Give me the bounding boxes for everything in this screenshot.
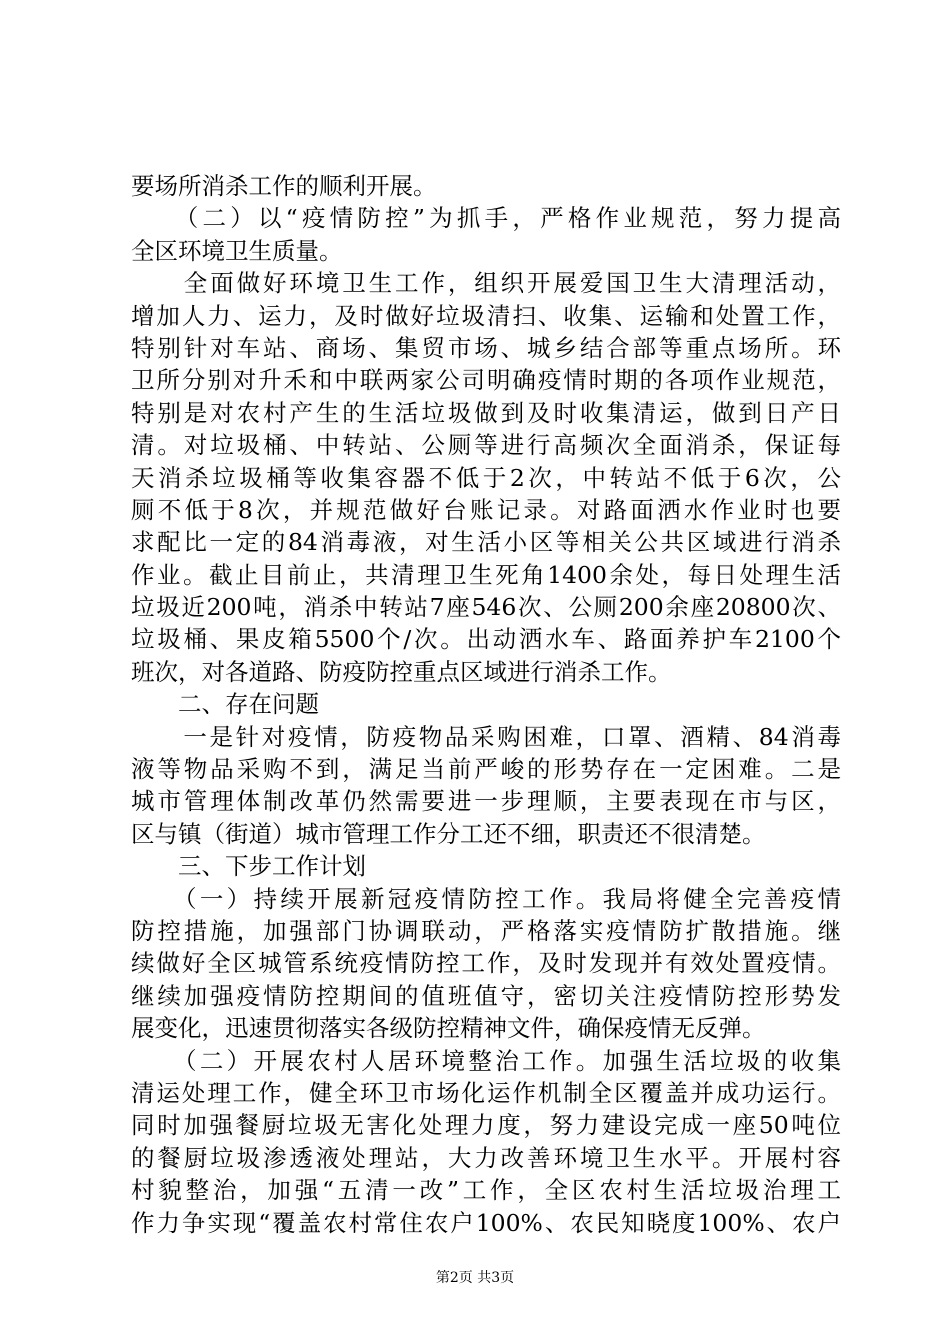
document-body [131, 170, 841, 1239]
text-line: 一是针对疫情，防疫物品采购困难，口罩、酒精、84消毒 [131, 722, 841, 751]
text-line: 全区环境卫生质量。 [131, 236, 343, 265]
text-line: 作业。截止目前止，共清理卫生死角1400余处，每日处理生活 [131, 560, 841, 589]
page-footer: 第2页 共3页 [435, 1270, 515, 1286]
text-line: 续做好全区城管系统疫情防控工作，及时发现并有效处置疫情。 [131, 949, 841, 978]
text-line: 厕不低于8次，并规范做好台账记录。对路面洒水作业时也要 [131, 495, 841, 524]
text-line: 展变化，迅速贯彻落实各级防控精神文件，确保疫情无反弹。 [131, 1014, 766, 1043]
text-line: 清运处理工作，健全环卫市场化运作机制全区覆盖并成功运行。 [131, 1078, 841, 1107]
text-line: 增加人力、运力，及时做好垃圾清扫、收集、运输和处置工作， [131, 301, 841, 330]
text-line: 特别是对农村产生的生活垃圾做到及时收集清运，做到日产日 [131, 398, 841, 427]
text-line: 三、下步工作计划 [131, 852, 366, 881]
text-line: 防控措施，加强部门协调联动，严格落实疫情防扩散措施。继 [131, 916, 841, 945]
text-line: 卫所分别对升禾和中联两家公司明确疫情时期的各项作业规范， [131, 366, 841, 395]
text-line: 天消杀垃圾桶等收集容器不低于2次，中转站不低于6次，公 [131, 463, 841, 492]
text-line: 要场所消杀工作的顺利开展。 [131, 172, 437, 200]
text-line: 同时加强餐厨垃圾无害化处理力度，努力建设完成一座50吨位 [131, 1111, 841, 1140]
text-line: 城市管理体制改革仍然需要进一步理顺，主要表现在市与区， [131, 787, 841, 816]
text-line: 全面做好环境卫生工作，组织开展爱国卫生大清理活动， [131, 269, 841, 298]
text-line: 垃圾近200吨，消杀中转站7座546次、公厕200余座20800次、 [131, 593, 841, 622]
text-line: 作力争实现“覆盖农村常住农户100%、农民知晓度100%、农户 [131, 1208, 841, 1237]
text-line: 液等物品采购不到，满足当前严峻的形势存在一定困难。二是 [131, 755, 841, 784]
text-line: 清。对垃圾桶、中转站、公厕等进行高频次全面消杀，保证每 [131, 431, 841, 460]
text-line: （一）持续开展新冠疫情防控工作。我局将健全完善疫情 [131, 884, 841, 913]
text-line: 求配比一定的84消毒液，对生活小区等相关公共区域进行消杀 [131, 528, 841, 557]
text-line: 特别针对车站、商场、集贸市场、城乡结合部等重点场所。环 [131, 333, 841, 362]
text-line: 继续加强疫情防控期间的值班值守，密切关注疫情防控形势发 [131, 981, 841, 1010]
text-line: （二）开展农村人居环境整治工作。加强生活垃圾的收集 [131, 1046, 841, 1075]
text-line: 村貌整治，加强“五清一改”工作，全区农村生活垃圾治理工 [131, 1176, 841, 1205]
text-line: 班次，对各道路、防疫防控重点区域进行消杀工作。 [131, 657, 672, 686]
text-line: 的餐厨垃圾渗透液处理站，大力改善环境卫生水平。开展村容 [131, 1143, 841, 1172]
text-line: （二）以“疫情防控”为抓手，严格作业规范，努力提高 [131, 204, 841, 233]
text-line: 垃圾桶、果皮箱5500个/次。出动洒水车、路面养护车2100个 [131, 625, 841, 654]
text-line: 二、存在问题 [131, 690, 319, 719]
text-line: 区与镇（街道）城市管理工作分工还不细，职责还不很清楚。 [131, 819, 766, 848]
